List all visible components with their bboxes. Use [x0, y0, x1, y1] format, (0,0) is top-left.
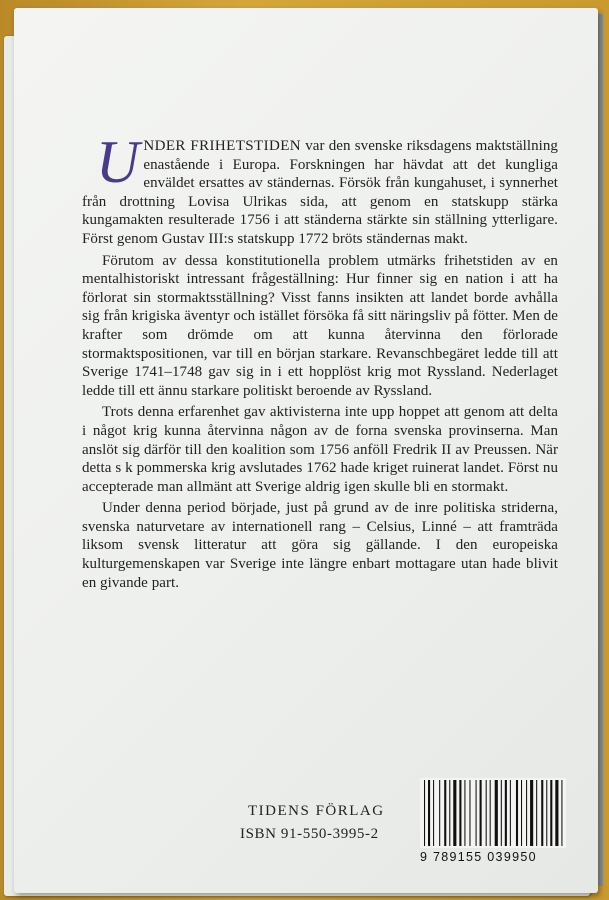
- paragraph-text: var den svenske riksdagens maktställning enastående i Europa. Forskningen har hävdat att det kungliga enväldet ersattes av ständernas. Försök från kungahuset, i synnerhet från drottning Lovisa Ulrikas sida, att genom en statskupp stärka kungamakten resulterade 1756 i att ständerna stärkte sin ställning ytterligare. Först genom Gustav III:s statskupp 1772 bröts ständernas makt.: [82, 138, 558, 247]
- barcode-bar: [526, 780, 527, 846]
- publisher-name: TIDENS FÖRLAG: [248, 803, 385, 819]
- barcode-bar: [433, 780, 434, 846]
- barcode-bar: [439, 780, 440, 846]
- barcode-bar: [486, 780, 487, 846]
- barcode-bar: [424, 780, 425, 846]
- barcode-bar: [480, 780, 482, 846]
- barcode-bar: [501, 780, 502, 846]
- barcode-bar: [561, 780, 562, 846]
- barcode-bar: [449, 780, 450, 846]
- barcode-bar: [428, 780, 430, 846]
- blurb-text: [82, 129, 558, 595]
- blurb-paragraph-4: Under denna period började, just på grund av de inre politiska striderna, svenska naturvetare av internationell rang – Celsius, Linné – att framträda liksom svensk litteratur att göra sig gällande. I den europeiska kulturgemenskapen var Sverige inte längre enbart mottagare utan hade blivit en givande part.: [82, 500, 558, 591]
- blurb-paragraph-3: Trots denna erfarenhet gav aktivisterna inte upp hoppet att genom att delta i något krig kunna återvinna någon av de forna svenska provinserna. Man anslöt sig därför till den koalition som 1756 anföll Fredrik II av Preussen. När detta s k pommerska krig avslutades 1762 hade kriget ruinerat landet. Först nu accepterade man allmänt att Sverige aldrig igen skulle bli en stormakt.: [82, 404, 558, 495]
- barcode-bar: [521, 780, 522, 846]
- barcode-bar: [546, 780, 547, 846]
- barcode-digits: 9 789155 039950: [420, 850, 537, 864]
- barcode-bar: [530, 780, 533, 846]
- barcode-bar: [516, 780, 518, 846]
- barcode-bar: [453, 780, 456, 846]
- barcode-bars: [420, 778, 566, 848]
- barcode-bar: [476, 780, 477, 846]
- lead-text: NDER FRIHETSTIDEN: [143, 138, 302, 154]
- barcode-bar: [495, 780, 498, 846]
- barcode-bar: [444, 780, 446, 846]
- barcode-bar: [505, 780, 507, 846]
- isbn-number: ISBN 91-550-3995-2: [240, 826, 379, 842]
- barcode: [420, 778, 566, 866]
- barcode-bar: [536, 780, 537, 846]
- barcode-bar: [550, 780, 552, 846]
- drop-cap: U: [96, 129, 140, 195]
- blurb-paragraph-2: Förutom av dessa konstitutionella problem utmärks frihetstiden av en mentalhistoriskt intressant frågeställning: Hur finner sig en nation i att ha förlorat sin stormaktsställning? Visst fanns insikten att landet borde avhålla sig från krigiska äventyr och istället försöka få sitt näringsliv på fötter. Men de krafter som drömde om att kunna återvinna den förlorade stormaktspositionen, var till en början starkare. Revanschbegäret ledde till att Sverige 1741–1748 gav sig in i ett hopplöst krig mot Ryssland. Nederlaget ledde till ett ännu starkare politiskt beroende av Ryssland.: [82, 252, 558, 399]
- barcode-bar: [555, 780, 558, 846]
- barcode-bar: [541, 780, 543, 846]
- blurb-paragraph-1: [82, 129, 558, 249]
- barcode-bar: [464, 780, 465, 846]
- barcode-bar: [459, 780, 461, 846]
- barcode-bar: [510, 780, 511, 846]
- barcode-bar: [469, 780, 470, 846]
- barcode-bar: [490, 780, 491, 846]
